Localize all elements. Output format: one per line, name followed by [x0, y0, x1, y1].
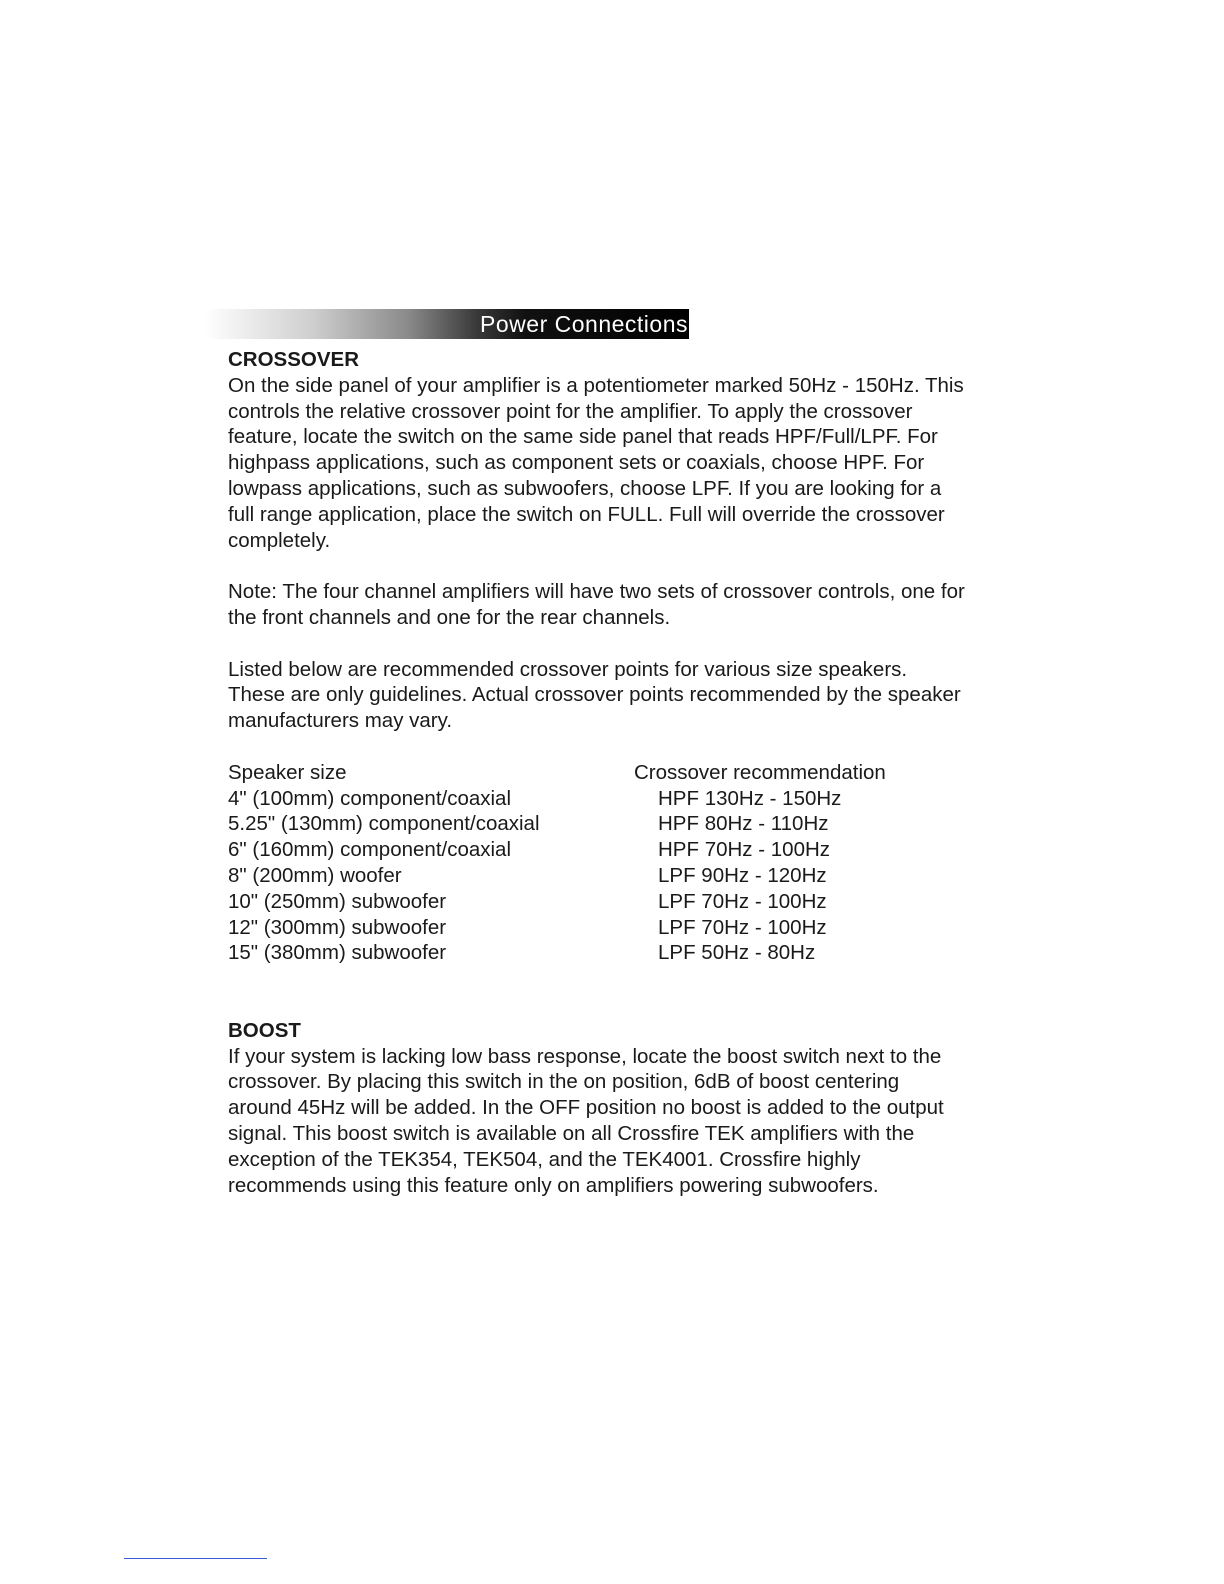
- text-line: crossover. By placing this switch in the on position, 6dB of boost centering: [228, 1070, 900, 1094]
- text-line: These are only guidelines. Actual crossover points recommended by the speaker: [228, 683, 961, 707]
- text-line: Note: The four channel amplifiers will have two sets of crossover controls, one for: [228, 580, 965, 604]
- table-row: [228, 915, 1048, 941]
- text-line: recommends using this feature only on amplifiers powering subwoofers.: [228, 1173, 879, 1197]
- column-header-crossover: Crossover recommendation: [634, 760, 886, 784]
- section-title: Power Connections: [480, 311, 688, 337]
- crossover-paragraph: [228, 373, 1048, 554]
- speaker-size-cell: 10" (250mm) subwoofer: [228, 889, 447, 913]
- text-line: the front channels and one for the rear channels.: [228, 605, 671, 629]
- text-line: full range application, place the switch on FULL. Full will override the crossover: [228, 502, 945, 526]
- text-line: lowpass applications, such as subwoofers, choose LPF. If you are looking for a: [228, 476, 942, 500]
- crossover-cell: HPF 80Hz - 110Hz: [658, 812, 829, 836]
- speaker-size-cell: 15" (380mm) subwoofer: [228, 941, 447, 965]
- speaker-size-cell: 8" (200mm) woofer: [228, 863, 402, 887]
- text-line: around 45Hz will be added. In the OFF position no boost is added to the output: [228, 1096, 944, 1120]
- guidelines-paragraph: [228, 657, 1048, 734]
- text-line: On the side panel of your amplifier is a potentiometer marked 50Hz - 150Hz. This: [228, 373, 964, 397]
- footer-rule: [124, 1558, 267, 1559]
- crossover-cell: LPF 70Hz - 100Hz: [658, 889, 827, 913]
- column-header-speaker-size: Speaker size: [228, 760, 347, 784]
- boost-heading: BOOST: [228, 1018, 301, 1042]
- text-line: exception of the TEK354, TEK504, and the TEK4001. Crossfire highly: [228, 1147, 861, 1171]
- table-row: [228, 786, 1048, 812]
- section-header-bar: [205, 309, 689, 339]
- text-line: completely.: [228, 528, 331, 552]
- table-row: [228, 837, 1048, 863]
- table-row: [228, 889, 1048, 915]
- crossover-heading: CROSSOVER: [228, 348, 359, 371]
- text-line: controls the relative crossover point for the amplifier. To apply the crossover: [228, 399, 913, 423]
- note-paragraph: [228, 579, 1048, 631]
- speaker-size-cell: 5.25" (130mm) component/coaxial: [228, 812, 540, 836]
- text-line: If your system is lacking low bass response, locate the boost switch next to the: [228, 1044, 942, 1068]
- crossover-cell: LPF 90Hz - 120Hz: [658, 863, 827, 887]
- page-content: [228, 347, 1048, 1198]
- speaker-size-cell: 6" (160mm) component/coaxial: [228, 838, 512, 862]
- boost-paragraph: [228, 1044, 1048, 1199]
- text-line: Listed below are recommended crossover points for various size speakers.: [228, 657, 908, 681]
- table-header-row: [228, 760, 1048, 786]
- text-line: highpass applications, such as component sets or coaxials, choose HPF. For: [228, 451, 925, 475]
- text-line: feature, locate the switch on the same side panel that reads HPF/Full/LPF. For: [228, 425, 938, 449]
- table-row: [228, 863, 1048, 889]
- crossover-cell: LPF 50Hz - 80Hz: [658, 941, 816, 965]
- speaker-crossover-table: [228, 760, 1048, 966]
- text-line: signal. This boost switch is available on all Crossfire TEK amplifiers with the: [228, 1121, 915, 1145]
- crossover-cell: LPF 70Hz - 100Hz: [658, 915, 827, 939]
- speaker-size-cell: 12" (300mm) subwoofer: [228, 915, 447, 939]
- crossover-cell: HPF 70Hz - 100Hz: [658, 838, 831, 862]
- table-row: [228, 811, 1048, 837]
- crossover-cell: HPF 130Hz - 150Hz: [658, 786, 842, 810]
- table-row: [228, 940, 1048, 966]
- text-line: manufacturers may vary.: [228, 709, 453, 733]
- speaker-size-cell: 4" (100mm) component/coaxial: [228, 786, 512, 810]
